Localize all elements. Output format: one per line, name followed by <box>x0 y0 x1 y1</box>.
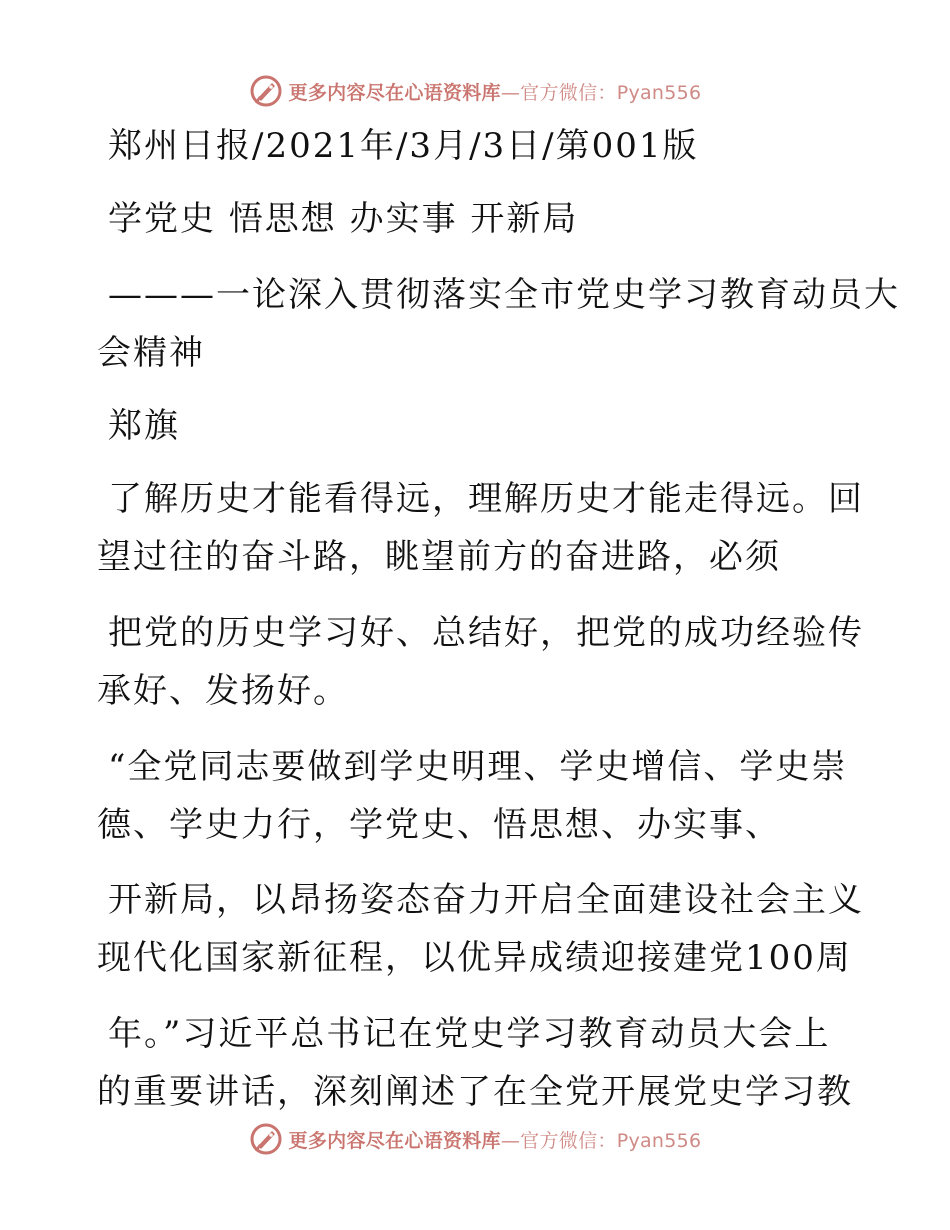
article-subtitle-line1: ———一论深入贯彻落实全市党史学习教育动员大 <box>108 275 900 315</box>
banner-text: 更多内容尽在心语资料库—官方微信：Pyan556 <box>288 81 702 104</box>
article-subtitle-line2: 会精神 <box>97 333 205 373</box>
header-banner <box>0 71 950 111</box>
body-line: 望过往的奋斗路，眺望前方的奋进路，必须 <box>97 537 781 577</box>
footer-banner <box>0 1119 950 1159</box>
body-line: 年。”习近平总书记在党史学习教育动员大会上 <box>108 1014 831 1054</box>
body-line: 德、学史力行，学党史、悟思想、办实事、 <box>97 805 781 845</box>
body-line: 了解历史才能看得远，理解历史才能走得远。回 <box>108 479 864 519</box>
body-line: 的重要讲话，深刻阐述了在全党开展党史学习教 <box>97 1072 853 1112</box>
article-author: 郑旗 <box>108 406 180 446</box>
banner-text: 更多内容尽在心语资料库—官方微信：Pyan556 <box>288 1129 702 1152</box>
body-line: 承好、发扬好。 <box>97 671 349 711</box>
article-title: 学党史 悟思想 办实事 开新局 <box>108 199 579 239</box>
body-line: 开新局，以昂扬姿态奋力开启全面建设社会主义 <box>108 880 864 920</box>
quill-pen-logo-icon <box>249 1122 283 1156</box>
body-line: “全党同志要做到学史明理、学史增信、学史崇 <box>108 747 848 787</box>
source-line: 郑州日报/2021年/3月/3日/第001版 <box>108 126 699 166</box>
body-line: 现代化国家新征程，以优异成绩迎接建党100周 <box>97 938 852 978</box>
body-line: 把党的历史学习好、总结好，把党的成功经验传 <box>108 613 864 653</box>
quill-pen-logo-icon <box>249 74 283 108</box>
